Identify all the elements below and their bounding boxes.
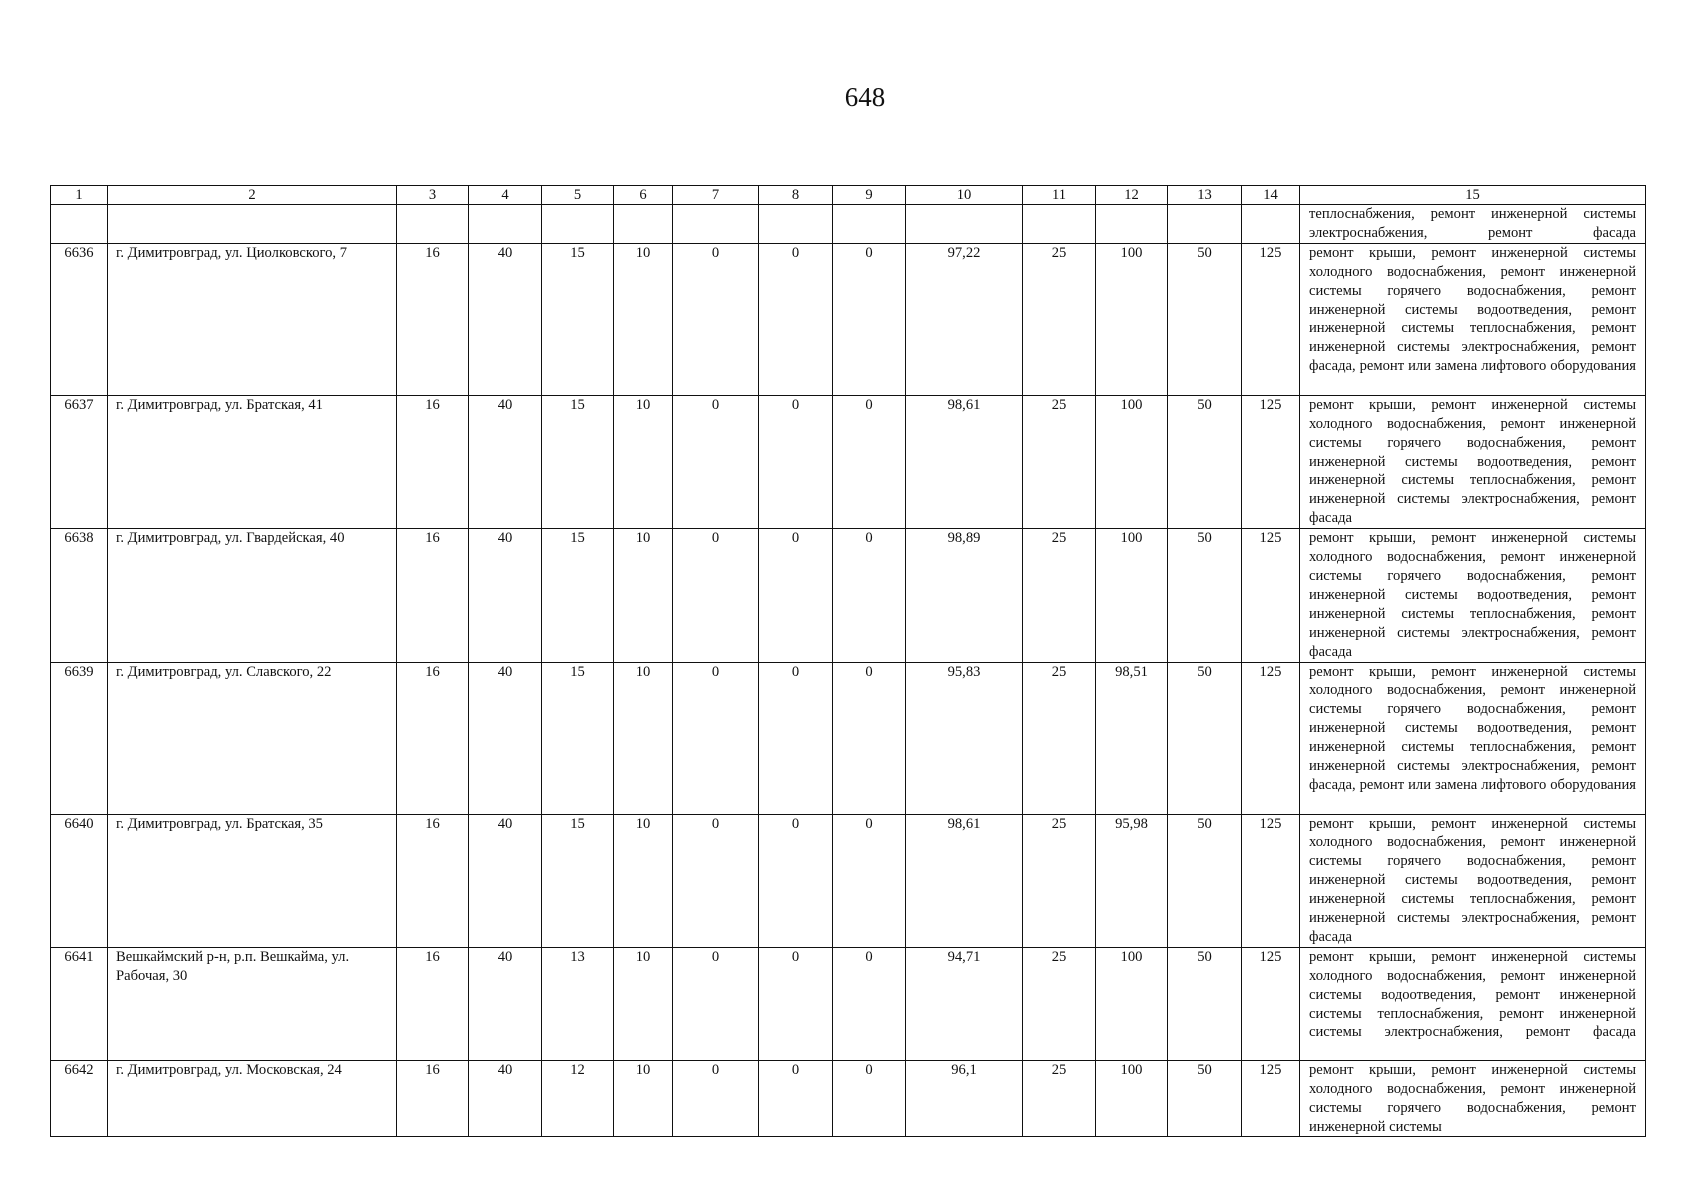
cell-col-9: 0	[833, 243, 906, 395]
cell-col-7: 0	[673, 662, 759, 814]
table-row	[51, 947, 1646, 1060]
col-header-6: 6	[614, 186, 673, 205]
cell-empty	[469, 205, 542, 244]
cell-col-12: 100	[1096, 395, 1168, 528]
col-header-2: 2	[108, 186, 397, 205]
cell-col-3: 16	[397, 947, 469, 1060]
table-row	[51, 814, 1646, 947]
page-number: 648	[844, 82, 886, 112]
continuation-row	[51, 205, 1646, 244]
cell-col-14: 125	[1242, 243, 1300, 395]
cell-col-8: 0	[759, 947, 833, 1060]
cell-col-6: 10	[614, 243, 673, 395]
cell-col-12: 98,51	[1096, 662, 1168, 814]
cell-repair-works: ремонт крыши, ремонт инженерной системы холодного водоснабжения, ремонт инженерной системы горячего водоснабжения, ремонт инженерной системы водоотведения, ремонт инженерной системы теплоснабжения, ремонт инженерной системы электроснабжения, ремонт фасада, ремонт или замена лифтового оборудования	[1300, 662, 1646, 814]
cell-col-7: 0	[673, 529, 759, 662]
cell-address: г. Димитровград, ул. Циолковского, 7	[108, 243, 397, 395]
cell-col-5: 15	[542, 243, 614, 395]
cell-col-3: 16	[397, 243, 469, 395]
col-header-1: 1	[51, 186, 108, 205]
cell-col-14: 125	[1242, 947, 1300, 1060]
cell-address: г. Димитровград, ул. Гвардейская, 40	[108, 529, 397, 662]
cell-col-10: 98,61	[906, 395, 1023, 528]
cell-col-11: 25	[1023, 529, 1096, 662]
cell-col-8: 0	[759, 814, 833, 947]
cell-col-6: 10	[614, 1060, 673, 1137]
cell-col-11: 25	[1023, 814, 1096, 947]
col-header-9: 9	[833, 186, 906, 205]
cell-number: 6641	[51, 947, 108, 1060]
cell-col-12: 100	[1096, 529, 1168, 662]
col-header-7: 7	[673, 186, 759, 205]
cell-col-4: 40	[469, 814, 542, 947]
cell-col-10: 98,61	[906, 814, 1023, 947]
col-header-4: 4	[469, 186, 542, 205]
housing-repair-table	[50, 185, 1646, 1137]
cell-col-6: 10	[614, 395, 673, 528]
col-header-15: 15	[1300, 186, 1646, 205]
table-body	[51, 205, 1646, 1137]
cell-col-4: 40	[469, 662, 542, 814]
cell-address: г. Димитровград, ул. Братская, 41	[108, 395, 397, 528]
cell-repair-works: ремонт крыши, ремонт инженерной системы холодного водоснабжения, ремонт инженерной системы горячего водоснабжения, ремонт инженерной системы водоотведения, ремонт инженерной системы теплоснабжения, ремонт инженерной системы электроснабжения, ремонт фасада	[1300, 395, 1646, 528]
column-number-row	[51, 186, 1646, 205]
col-header-12: 12	[1096, 186, 1168, 205]
cell-col-7: 0	[673, 1060, 759, 1137]
cell-col-11: 25	[1023, 1060, 1096, 1137]
cell-col-4: 40	[469, 947, 542, 1060]
cell-col-13: 50	[1168, 529, 1242, 662]
cell-col-3: 16	[397, 395, 469, 528]
cell-col-11: 25	[1023, 947, 1096, 1060]
cell-col-14: 125	[1242, 662, 1300, 814]
table-row	[51, 395, 1646, 528]
cell-repair-works: ремонт крыши, ремонт инженерной системы холодного водоснабжения, ремонт инженерной системы горячего водоснабжения, ремонт инженерной системы водоотведения, ремонт инженерной системы теплоснабжения, ремонт инженерной системы электроснабжения, ремонт фасада	[1300, 814, 1646, 947]
cell-col-13: 50	[1168, 814, 1242, 947]
cell-col-3: 16	[397, 662, 469, 814]
col-header-5: 5	[542, 186, 614, 205]
cell-col-10: 98,89	[906, 529, 1023, 662]
cell-col-3: 16	[397, 1060, 469, 1137]
cell-col-9: 0	[833, 814, 906, 947]
cell-empty	[51, 205, 108, 244]
col-header-14: 14	[1242, 186, 1300, 205]
cell-col-4: 40	[469, 529, 542, 662]
cell-repair-works: теплоснабжения, ремонт инженерной системы электроснабжения, ремонт фасада	[1300, 205, 1646, 244]
cell-col-13: 50	[1168, 395, 1242, 528]
cell-col-4: 40	[469, 1060, 542, 1137]
cell-number: 6638	[51, 529, 108, 662]
cell-col-7: 0	[673, 947, 759, 1060]
cell-empty	[906, 205, 1023, 244]
table-row	[51, 243, 1646, 395]
cell-col-13: 50	[1168, 243, 1242, 395]
cell-col-9: 0	[833, 529, 906, 662]
cell-empty	[833, 205, 906, 244]
cell-col-4: 40	[469, 395, 542, 528]
cell-col-12: 95,98	[1096, 814, 1168, 947]
cell-empty	[108, 205, 397, 244]
cell-repair-works: ремонт крыши, ремонт инженерной системы холодного водоснабжения, ремонт инженерной системы водоотведения, ремонт инженерной системы теплоснабжения, ремонт инженерной системы электроснабжения, ремонт фасада	[1300, 947, 1646, 1060]
cell-col-4: 40	[469, 243, 542, 395]
table-row	[51, 1060, 1646, 1137]
cell-col-7: 0	[673, 243, 759, 395]
col-header-13: 13	[1168, 186, 1242, 205]
cell-empty	[397, 205, 469, 244]
cell-empty	[1242, 205, 1300, 244]
cell-col-5: 15	[542, 395, 614, 528]
cell-col-3: 16	[397, 814, 469, 947]
cell-col-6: 10	[614, 529, 673, 662]
cell-repair-works: ремонт крыши, ремонт инженерной системы холодного водоснабжения, ремонт инженерной системы горячего водоснабжения, ремонт инженерной системы	[1300, 1060, 1646, 1137]
cell-number: 6639	[51, 662, 108, 814]
col-header-10: 10	[906, 186, 1023, 205]
cell-repair-works: ремонт крыши, ремонт инженерной системы холодного водоснабжения, ремонт инженерной системы горячего водоснабжения, ремонт инженерной системы водоотведения, ремонт инженерной системы теплоснабжения, ремонт инженерной системы электроснабжения, ремонт фасада, ремонт или замена лифтового оборудования	[1300, 243, 1646, 395]
col-header-11: 11	[1023, 186, 1096, 205]
cell-col-10: 97,22	[906, 243, 1023, 395]
cell-number: 6636	[51, 243, 108, 395]
cell-col-14: 125	[1242, 814, 1300, 947]
cell-empty	[759, 205, 833, 244]
cell-col-11: 25	[1023, 243, 1096, 395]
cell-col-10: 95,83	[906, 662, 1023, 814]
cell-col-9: 0	[833, 1060, 906, 1137]
cell-col-11: 25	[1023, 662, 1096, 814]
cell-col-5: 15	[542, 814, 614, 947]
cell-col-10: 96,1	[906, 1060, 1023, 1137]
cell-repair-works: ремонт крыши, ремонт инженерной системы холодного водоснабжения, ремонт инженерной системы горячего водоснабжения, ремонт инженерной системы водоотведения, ремонт инженерной системы теплоснабжения, ремонт инженерной системы электроснабжения, ремонт фасада	[1300, 529, 1646, 662]
cell-col-8: 0	[759, 662, 833, 814]
cell-col-7: 0	[673, 395, 759, 528]
cell-col-13: 50	[1168, 662, 1242, 814]
table-row	[51, 529, 1646, 662]
cell-col-3: 16	[397, 529, 469, 662]
cell-col-5: 12	[542, 1060, 614, 1137]
cell-number: 6640	[51, 814, 108, 947]
cell-empty	[673, 205, 759, 244]
cell-number: 6642	[51, 1060, 108, 1137]
table-header	[51, 186, 1646, 205]
cell-col-13: 50	[1168, 1060, 1242, 1137]
cell-col-14: 125	[1242, 395, 1300, 528]
cell-address: г. Димитровград, ул. Братская, 35	[108, 814, 397, 947]
cell-col-8: 0	[759, 1060, 833, 1137]
cell-col-12: 100	[1096, 947, 1168, 1060]
cell-col-8: 0	[759, 529, 833, 662]
cell-col-7: 0	[673, 814, 759, 947]
cell-col-6: 10	[614, 947, 673, 1060]
cell-empty	[1023, 205, 1096, 244]
cell-col-5: 15	[542, 529, 614, 662]
cell-col-14: 125	[1242, 529, 1300, 662]
cell-empty	[1168, 205, 1242, 244]
cell-col-14: 125	[1242, 1060, 1300, 1137]
cell-col-5: 13	[542, 947, 614, 1060]
cell-col-11: 25	[1023, 395, 1096, 528]
cell-col-6: 10	[614, 662, 673, 814]
cell-col-13: 50	[1168, 947, 1242, 1060]
col-header-3: 3	[397, 186, 469, 205]
cell-empty	[542, 205, 614, 244]
cell-col-12: 100	[1096, 243, 1168, 395]
cell-col-9: 0	[833, 947, 906, 1060]
cell-col-5: 15	[542, 662, 614, 814]
cell-empty	[614, 205, 673, 244]
cell-number: 6637	[51, 395, 108, 528]
cell-address: г. Димитровград, ул. Московская, 24	[108, 1060, 397, 1137]
cell-col-10: 94,71	[906, 947, 1023, 1060]
cell-address: Вешкаймский р-н, р.п. Вешкайма, ул. Рабочая, 30	[108, 947, 397, 1060]
cell-empty	[1096, 205, 1168, 244]
cell-address: г. Димитровград, ул. Славского, 22	[108, 662, 397, 814]
cell-col-8: 0	[759, 243, 833, 395]
cell-col-12: 100	[1096, 1060, 1168, 1137]
cell-col-9: 0	[833, 662, 906, 814]
table-row	[51, 662, 1646, 814]
cell-col-8: 0	[759, 395, 833, 528]
cell-col-6: 10	[614, 814, 673, 947]
cell-col-9: 0	[833, 395, 906, 528]
col-header-8: 8	[759, 186, 833, 205]
